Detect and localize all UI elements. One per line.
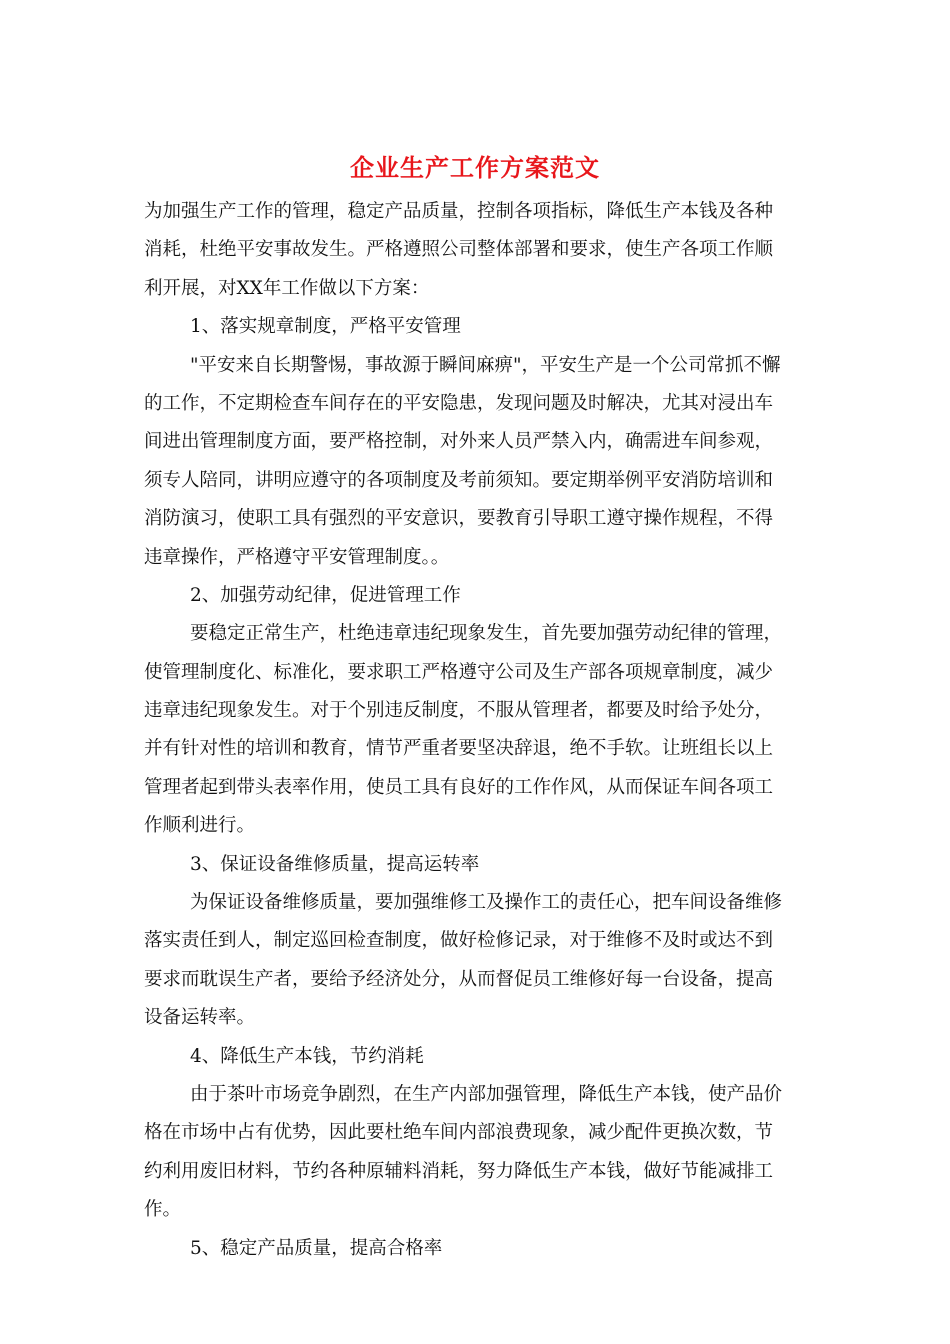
text-line: 落实责任到人，制定巡回检查制度，做好检修记录，对于维修不及时或达不到 bbox=[144, 930, 774, 952]
document-body bbox=[144, 193, 809, 1268]
text-line: 消防演习，使职工具有强烈的平安意识，要教育引导职工遵守操作规程，不得 bbox=[144, 508, 774, 530]
text-line: 须专人陪同，讲明应遵守的各项制度及考前须知。要定期举例平安消防培训和 bbox=[144, 469, 774, 491]
text-line: 为加强生产工作的管理，稳定产品质量，控制各项指标，降低生产本钱及各种 bbox=[144, 201, 774, 222]
text-line: 间进出管理制度方面，要严格控制，对外来人员严禁入内，确需进车间参观， bbox=[144, 431, 774, 453]
text-line: 由于茶叶市场竞争剧烈，在生产内部加强管理，降低生产本钱，使产品价 bbox=[190, 1083, 783, 1105]
text-line: 利开展，对XX年工作做以下方案： bbox=[144, 277, 430, 299]
text-line: 的工作，不定期检查车间存在的平安隐患，发现问题及时解决，尤其对浸出车 bbox=[144, 392, 774, 414]
text-line: 消耗，杜绝平安事故发生。严格遵照公司整体部署和要求，使生产各项工作顺 bbox=[144, 239, 774, 261]
text-line: 4、降低生产本钱，节约消耗 bbox=[190, 1045, 424, 1067]
text-line: 管理者起到带头表率作用，使员工具有良好的工作作风，从而保证车间各项工 bbox=[144, 776, 774, 798]
text-line: 2、加强劳动纪律，促进管理工作 bbox=[190, 584, 461, 606]
text-line: 格在市场中占有优势，因此要杜绝车间内部浪费现象，减少配件更换次数，节 bbox=[144, 1122, 774, 1144]
text-line: 设备运转率。 bbox=[144, 1007, 256, 1029]
text-line: "平安来自长期警惕，事故源于瞬间麻痹"，平安生产是一个公司常抓不懈 bbox=[190, 354, 781, 376]
text-line: 作顺利进行。 bbox=[144, 815, 256, 837]
text-line: 为保证设备维修质量，要加强维修工及操作工的责任心，把车间设备维修 bbox=[190, 892, 783, 914]
text-line: 违章违纪现象发生。对于个别违反制度，不服从管理者，都要及时给予处分， bbox=[144, 700, 774, 722]
text-line: 要稳定正常生产，杜绝违章违纪现象发生，首先要加强劳动纪律的管理， bbox=[190, 623, 783, 645]
text-line: 1、落实规章制度，严格平安管理 bbox=[190, 316, 461, 338]
text-line: 要求而耽误生产者，要给予经济处分，从而督促员工维修好每一台设备，提高 bbox=[144, 968, 774, 990]
document-title: 企业生产工作方案范文 bbox=[350, 153, 600, 182]
text-line: 并有针对性的培训和教育，情节严重者要坚决辞退，绝不手软。让班组长以上 bbox=[144, 738, 774, 760]
text-line: 违章操作，严格遵守平安管理制度。。 bbox=[144, 546, 450, 568]
text-line: 作。 bbox=[144, 1199, 182, 1221]
text-line: 3、保证设备维修质量，提高运转率 bbox=[190, 853, 480, 875]
text-line: 使管理制度化、标准化，要求职工严格遵守公司及生产部各项规章制度，减少 bbox=[144, 661, 774, 683]
text-line: 约利用废旧材料，节约各种原辅料消耗，努力降低生产本钱，做好节能减排工 bbox=[144, 1160, 774, 1182]
text-line: 5、稳定产品质量，提高合格率 bbox=[190, 1237, 443, 1259]
